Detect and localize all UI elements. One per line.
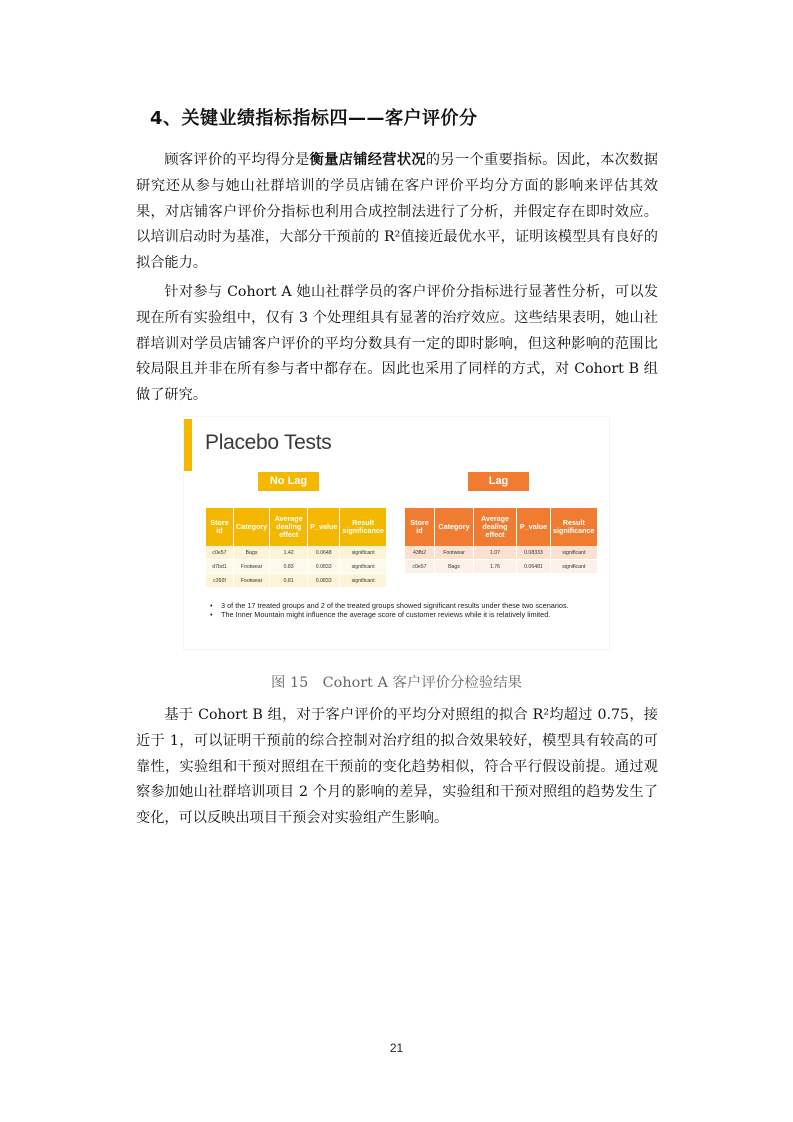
table-cell: Footwear: [234, 574, 270, 588]
no-lag-table: [206, 508, 387, 588]
note-text: The Inner Mountain might influence the average score of customer reviews while it is relatively limited.: [221, 610, 551, 619]
table-cell: significant: [340, 546, 387, 560]
lag-header-row: [405, 508, 597, 546]
table-cell: 1.76: [474, 560, 517, 574]
table-row: [206, 546, 386, 560]
no-lag-header-row: [206, 508, 386, 546]
table-cell: 0.08333: [517, 546, 551, 560]
lag-col-effect: Average dealing effect: [474, 508, 517, 546]
table-cell: d7bd1: [206, 560, 234, 574]
table-cell: significant: [340, 560, 387, 574]
table-cell: 43fb2: [405, 546, 435, 560]
note-item: [210, 601, 600, 610]
table-cell: 0.0648: [308, 546, 340, 560]
note-text: 3 of the 17 treated groups and 2 of the treated groups showed significant results under these two scenarios.: [221, 601, 569, 610]
table-cell: 0.0833: [308, 574, 340, 588]
no-lag-col-store-id: Store id: [206, 508, 234, 546]
note-item: [210, 610, 600, 619]
paragraph-2: 针对参与 Cohort A 她山社群学员的客户评价分指标进行显著性分析，可以发现在所有实验组中，仅有 3 个处理组具有显著的治疗效应。这些结果表明，她山社群培训对学员店铺客户评价的平均分数具有一定的即时影响，但这种影响的范围比较局限且并非在所有参与者中都存在。因此也采用了同样的方式，对 Cohort B 组做了研究。: [136, 284, 658, 404]
figure-caption: 图 15 Cohort A 客户评价分检验结果: [271, 675, 522, 691]
bullet-icon: •: [210, 610, 213, 619]
table-cell: Bags: [435, 560, 474, 574]
paragraph-1-text-a: 顾客评价的平均得分是: [164, 152, 310, 168]
paragraph-1: [136, 148, 658, 277]
table-cell: Bags: [234, 546, 270, 560]
table-cell: Footwear: [234, 560, 270, 574]
table-cell: c0e57: [405, 560, 435, 574]
table-cell: significant: [551, 546, 598, 560]
paragraph-3: 基于 Cohort B 组，对于客户评价的平均分对照组的拟合 R²均超过 0.75，接近于 1，可以证明干预前的综合控制对治疗组的拟合效果较好，模型具有较高的可靠性，实验组和干预对照组在干预前的变化趋势相似，符合平行假设前提。通过观察参加她山社群培训项目 2 个月的影响的差异，实验组和干预对照组的趋势发生了变化，可以反映出项目干预会对实验组产生影响。: [136, 707, 658, 827]
table-row: [206, 560, 386, 574]
table-cell: 0.81: [270, 574, 308, 588]
table-row: [405, 546, 597, 560]
table-cell: c392f: [206, 574, 234, 588]
table-row: [405, 560, 597, 574]
table-cell: c0e57: [206, 546, 234, 560]
bullet-icon: •: [210, 601, 213, 610]
table-cell: 0.0833: [308, 560, 340, 574]
table-cell: 1.07: [474, 546, 517, 560]
table-cell: 1.42: [270, 546, 308, 560]
paragraph-1-text-b: 的另一个重要指标。因此，本次数据研究还从参与她山社群培训的学员店铺在客户评价平均分方面的影响来评估其效果，对店铺客户评价分指标也利用合成控制法进行了分析，并假定存在即时效应。以培训启动时为基准，大部分干预前的 R²值接近最优水平，证明该模型具有良好的拟合能力。: [136, 152, 658, 272]
title-accent-bar: [184, 419, 192, 471]
lag-col-pvalue: P_value: [517, 508, 551, 546]
lag-col-store-id: Store id: [405, 508, 435, 546]
lag-col-category: Category: [435, 508, 474, 546]
lag-table: [405, 508, 598, 574]
table-cell: 0.83: [270, 560, 308, 574]
section-heading: 4、关键业绩指标指标四——客户评价分: [150, 108, 478, 129]
table-cell: significant: [551, 560, 598, 574]
paragraph-1-emphasis: 衡量店铺经营状况: [309, 152, 426, 168]
no-lag-col-result: Result significance: [340, 508, 387, 546]
no-lag-tag: No Lag: [258, 472, 319, 491]
lag-col-result: Result significance: [551, 508, 598, 546]
lag-tag: Lag: [468, 472, 529, 491]
figure-notes: [210, 601, 600, 619]
no-lag-col-pvalue: P_value: [308, 508, 340, 546]
placebo-tests-figure: [184, 417, 609, 649]
table-cell: significant: [340, 574, 387, 588]
figure-title: Placebo Tests: [205, 431, 332, 454]
table-cell: 0.06481: [517, 560, 551, 574]
table-cell: Footwear: [435, 546, 474, 560]
no-lag-col-effect: Average dealing effect: [270, 508, 308, 546]
page-number: 21: [389, 1041, 404, 1055]
table-row: [206, 574, 386, 588]
no-lag-col-category: Category: [234, 508, 270, 546]
